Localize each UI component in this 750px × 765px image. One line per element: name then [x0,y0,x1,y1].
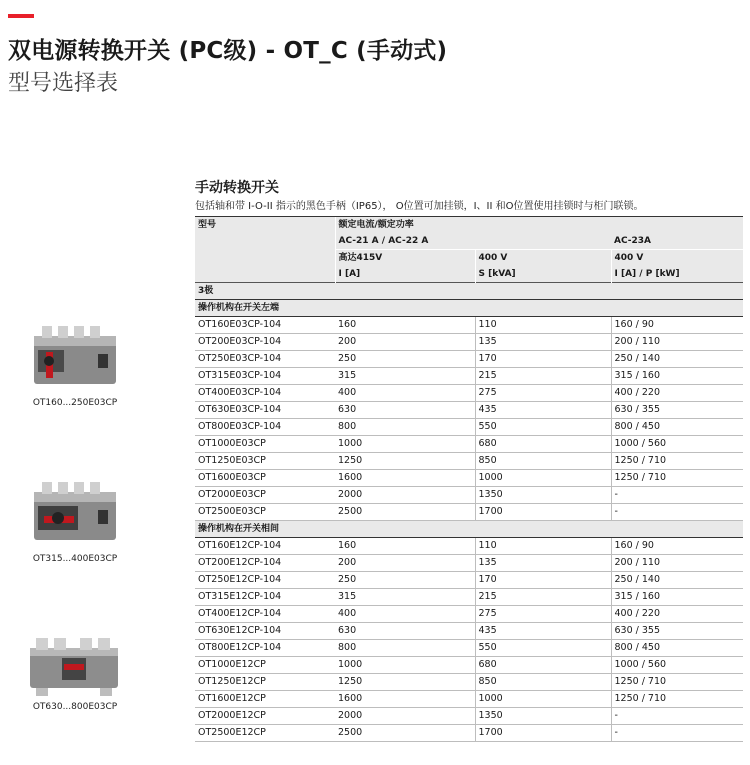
product-caption: OT630...800E03CP [32,702,118,712]
cell-model: OT160E12CP-104 [195,538,335,555]
cell-ac23: 630 / 355 [611,623,743,640]
cell-ac23: 200 / 110 [611,555,743,572]
cell-power-kva: 1700 [475,725,611,742]
cell-current: 1600 [335,470,475,487]
table-row [195,555,743,572]
table-row [195,538,743,555]
cell-ac23: - [611,487,743,504]
header-ac21: AC-21 A / AC-22 A [335,233,611,250]
cell-power-kva: 680 [475,436,611,453]
cell-model: OT1000E03CP [195,436,335,453]
cell-power-kva: 170 [475,351,611,368]
header-col4-line1: 400 V [611,250,743,267]
table-row [195,402,743,419]
cell-power-kva: 550 [475,640,611,657]
cell-power-kva: 435 [475,402,611,419]
product-figure-3 [0,630,150,712]
cell-power-kva: 1000 [475,470,611,487]
cell-model: OT2500E03CP [195,504,335,521]
cell-model: OT160E03CP-104 [195,317,335,334]
cell-current: 160 [335,538,475,555]
cell-model: OT2500E12CP [195,725,335,742]
cell-ac23: 1250 / 710 [611,691,743,708]
cell-current: 2500 [335,725,475,742]
cell-current: 400 [335,606,475,623]
switch-image-1 [20,316,130,396]
table-row [195,589,743,606]
table-body [195,283,743,742]
cell-power-kva: 135 [475,555,611,572]
cell-current: 2000 [335,487,475,504]
table-row [195,674,743,691]
cell-model: OT315E12CP-104 [195,589,335,606]
cell-model: OT250E12CP-104 [195,572,335,589]
table-row [195,470,743,487]
cell-power-kva: 110 [475,538,611,555]
cell-current: 1000 [335,436,475,453]
cell-model: OT1600E03CP [195,470,335,487]
cell-ac23: 1250 / 710 [611,453,743,470]
cell-ac23: 1250 / 710 [611,674,743,691]
cell-ac23: 250 / 140 [611,572,743,589]
table-row [195,640,743,657]
model-selection-table [195,216,743,742]
page-title: 双电源转换开关 (PC级) - OT_C (手动式) [8,38,448,64]
table-row [195,487,743,504]
table-row [195,368,743,385]
cell-ac23: 315 / 160 [611,589,743,606]
cell-current: 1250 [335,453,475,470]
cell-model: OT1250E03CP [195,453,335,470]
cell-power-kva: 1350 [475,708,611,725]
cell-model: OT800E03CP-104 [195,419,335,436]
cell-ac23: 800 / 450 [611,640,743,657]
cell-ac23: 1000 / 560 [611,657,743,674]
header-col2-line1: 高达415V [335,250,475,267]
cell-power-kva: 550 [475,419,611,436]
cell-ac23: 1250 / 710 [611,470,743,487]
cell-model: OT315E03CP-104 [195,368,335,385]
table-row [195,623,743,640]
cell-model: OT630E12CP-104 [195,623,335,640]
group-header-row [195,300,743,317]
pole-row [195,283,743,300]
header-col4-line2: I [A] / P [kW] [611,266,743,283]
group-header-label: 操作机构在开关相间 [195,521,743,538]
switch-image-3 [20,630,130,700]
header-rated: 额定电流/额定功率 [335,217,743,234]
page-subtitle: 型号选择表 [8,71,119,96]
cell-power-kva: 135 [475,334,611,351]
cell-ac23: 800 / 450 [611,419,743,436]
cell-power-kva: 435 [475,623,611,640]
cell-model: OT200E03CP-104 [195,334,335,351]
cell-ac23: 400 / 220 [611,606,743,623]
cell-current: 200 [335,555,475,572]
cell-power-kva: 680 [475,657,611,674]
cell-power-kva: 110 [475,317,611,334]
cell-power-kva: 170 [475,572,611,589]
table-row [195,385,743,402]
table-row [195,691,743,708]
table-row [195,334,743,351]
table-row [195,725,743,742]
header-ac23: AC-23A [611,233,743,250]
table-row [195,572,743,589]
cell-current: 315 [335,368,475,385]
table-row [195,419,743,436]
cell-current: 200 [335,334,475,351]
cell-model: OT1250E12CP [195,674,335,691]
cell-current: 2500 [335,504,475,521]
table-row [195,351,743,368]
cell-current: 1250 [335,674,475,691]
cell-current: 800 [335,419,475,436]
cell-ac23: 315 / 160 [611,368,743,385]
cell-model: OT630E03CP-104 [195,402,335,419]
cell-ac23: - [611,504,743,521]
cell-current: 630 [335,402,475,419]
cell-ac23: 160 / 90 [611,317,743,334]
cell-model: OT2000E03CP [195,487,335,504]
cell-power-kva: 850 [475,674,611,691]
pole-label: 3极 [195,283,743,300]
cell-current: 1600 [335,691,475,708]
cell-ac23: 200 / 110 [611,334,743,351]
cell-ac23: 1000 / 560 [611,436,743,453]
cell-current: 315 [335,589,475,606]
cell-ac23: 250 / 140 [611,351,743,368]
cell-model: OT800E12CP-104 [195,640,335,657]
header-model: 型号 [195,217,335,234]
cell-current: 250 [335,572,475,589]
cell-ac23: 160 / 90 [611,538,743,555]
cell-current: 1000 [335,657,475,674]
table-row [195,606,743,623]
product-figure-2 [0,472,150,564]
cell-current: 630 [335,623,475,640]
section-description: 包括轴和带 I-O-II 指示的黑色手柄（IP65）， O位置可加挂锁，I、II 和O位置使用挂锁时与柜门联锁。 [195,201,644,212]
cell-power-kva: 215 [475,368,611,385]
cell-current: 400 [335,385,475,402]
table-row [195,317,743,334]
cell-ac23: 400 / 220 [611,385,743,402]
cell-power-kva: 1700 [475,504,611,521]
product-caption: OT315...400E03CP [32,554,118,564]
cell-ac23: 630 / 355 [611,402,743,419]
product-figure-1 [0,316,150,408]
header-col3-line2: S [kVA] [475,266,611,283]
product-caption: OT160...250E03CP [32,398,118,408]
cell-current: 2000 [335,708,475,725]
cell-current: 800 [335,640,475,657]
selection-section [195,177,743,742]
cell-power-kva: 1350 [475,487,611,504]
cell-power-kva: 215 [475,589,611,606]
cell-model: OT200E12CP-104 [195,555,335,572]
table-row [195,453,743,470]
cell-model: OT400E03CP-104 [195,385,335,402]
cell-current: 160 [335,317,475,334]
header-col2-line2: I [A] [335,266,475,283]
table-header [195,217,743,283]
cell-model: OT2000E12CP [195,708,335,725]
cell-power-kva: 850 [475,453,611,470]
cell-model: OT1600E12CP [195,691,335,708]
switch-image-2 [20,472,130,552]
cell-power-kva: 1000 [475,691,611,708]
cell-power-kva: 275 [475,385,611,402]
cell-current: 250 [335,351,475,368]
cell-ac23: - [611,725,743,742]
cell-model: OT400E12CP-104 [195,606,335,623]
cell-model: OT250E03CP-104 [195,351,335,368]
cell-model: OT1000E12CP [195,657,335,674]
cell-ac23: - [611,708,743,725]
section-title: 手动转换开关 [195,180,279,196]
header-col3-line1: 400 V [475,250,611,267]
cell-power-kva: 275 [475,606,611,623]
table-row [195,657,743,674]
accent-bar [8,14,34,18]
table-row [195,436,743,453]
table-row [195,708,743,725]
group-header-row [195,521,743,538]
group-header-label: 操作机构在开关左端 [195,300,743,317]
table-row [195,504,743,521]
